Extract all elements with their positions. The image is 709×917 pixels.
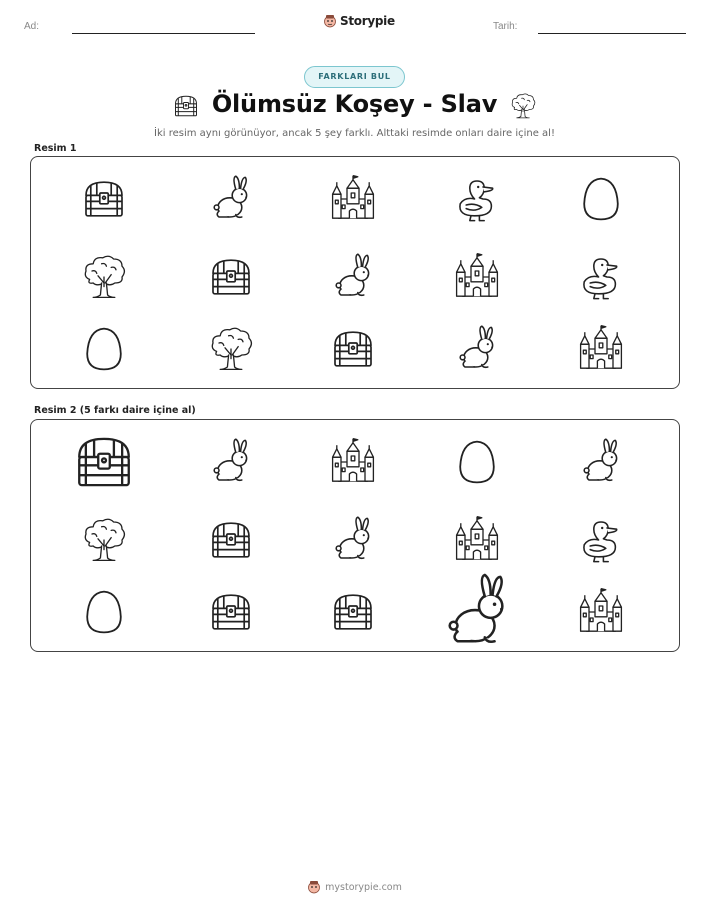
chest-icon: [207, 253, 255, 301]
name-label: Ad:: [24, 21, 40, 32]
egg-icon[interactable]: [453, 438, 501, 486]
picture-1-panel: [30, 156, 680, 389]
picture-2-panel[interactable]: [30, 419, 680, 652]
rabbit-icon[interactable]: [329, 516, 377, 564]
egg-icon: [577, 175, 625, 223]
page-title: Ölümsüz Koşey - Slav: [211, 90, 498, 118]
castle-icon: [453, 253, 501, 301]
brand-name: Storypie: [340, 14, 395, 28]
storypie-mascot-icon: [323, 14, 337, 28]
chest-icon[interactable]: [207, 588, 255, 636]
duck-icon: [577, 253, 625, 301]
instructions: İki resim aynı görünüyor, ancak 5 şey farklı. Alttaki resimde onları daire içine al!: [154, 128, 555, 139]
duck-icon: [453, 175, 501, 223]
tree-icon[interactable]: [80, 516, 128, 564]
castle-icon[interactable]: [453, 516, 501, 564]
castle-icon: [329, 175, 377, 223]
chest-icon: [80, 175, 128, 223]
brand-logo: [323, 14, 395, 28]
footer: [0, 880, 709, 894]
picture-2-label: Resim 2 (5 farkı daire içine al): [34, 405, 196, 416]
rabbit-icon: [453, 325, 501, 373]
egg-icon[interactable]: [80, 588, 128, 636]
chest-icon[interactable]: [329, 588, 377, 636]
castle-icon[interactable]: [577, 588, 625, 636]
chest-icon[interactable]: [71, 429, 137, 495]
castle-icon: [577, 325, 625, 373]
rabbit-icon[interactable]: [438, 573, 516, 651]
name-field[interactable]: [72, 33, 255, 34]
date-field[interactable]: [538, 33, 686, 34]
storypie-mascot-icon: [307, 880, 321, 894]
chest-icon: [329, 325, 377, 373]
rabbit-icon[interactable]: [577, 438, 625, 486]
date-label: Tarih:: [493, 21, 518, 32]
castle-icon[interactable]: [329, 438, 377, 486]
rabbit-icon[interactable]: [207, 438, 255, 486]
footer-url[interactable]: mystorypie.com: [325, 881, 402, 893]
picture-1-label: Resim 1: [34, 143, 77, 154]
chest-icon[interactable]: [207, 516, 255, 564]
egg-icon: [80, 325, 128, 373]
duck-icon[interactable]: [577, 516, 625, 564]
tree-icon: [80, 253, 128, 301]
rabbit-icon: [329, 253, 377, 301]
rabbit-icon: [207, 175, 255, 223]
activity-badge: FARKLARI BUL: [304, 66, 405, 88]
tree-icon: [207, 325, 255, 373]
title-tree-icon: [508, 92, 538, 120]
